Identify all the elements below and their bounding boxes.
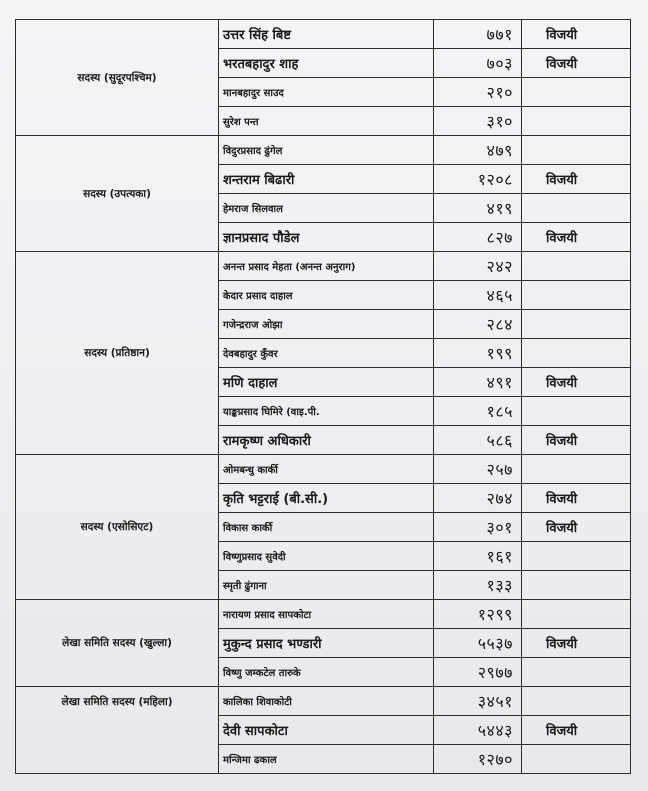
status-cell <box>522 194 631 223</box>
vote-count: २४२ <box>434 252 522 281</box>
vote-count: २७४ <box>434 484 522 513</box>
table-row <box>16 252 631 281</box>
vote-count: २८४ <box>434 310 522 339</box>
status-cell: विजयी <box>522 716 631 745</box>
candidate-name: मानबहादुर साउद <box>219 78 434 107</box>
status-cell: विजयी <box>522 223 631 252</box>
vote-count: ५५३७ <box>434 629 522 658</box>
candidate-name: उत्तर सिंह बिष्ट <box>219 20 434 49</box>
candidate-name: ओमबन्धु कार्की <box>219 455 434 484</box>
candidate-name: देवी सापकोटा <box>219 716 434 745</box>
candidate-name: मणि दाहाल <box>219 368 434 397</box>
vote-count: ७०३ <box>434 49 522 78</box>
candidate-name: केदार प्रसाद दाहाल <box>219 281 434 310</box>
vote-count: ३०१ <box>434 513 522 542</box>
vote-count: १२७० <box>434 745 522 774</box>
table-row <box>16 600 631 629</box>
table-row <box>16 455 631 484</box>
vote-count: ४९१ <box>434 368 522 397</box>
vote-count: ८२७ <box>434 223 522 252</box>
vote-count: ४६५ <box>434 281 522 310</box>
category-cell: सदस्य (उपत्यका) <box>16 136 219 252</box>
vote-count: १८५ <box>434 397 522 426</box>
candidate-name: हेमराज सिलवाल <box>219 194 434 223</box>
category-cell: लेखा समिति सदस्य (खुल्ला) <box>16 600 219 687</box>
status-cell <box>522 745 631 774</box>
status-cell <box>522 542 631 571</box>
status-cell <box>522 136 631 165</box>
table-row <box>16 687 631 716</box>
candidate-name: अनन्त प्रसाद मेहता (अनन्त अनुराग) <box>219 252 434 281</box>
status-cell <box>522 455 631 484</box>
status-cell: विजयी <box>522 165 631 194</box>
vote-count: १२९९ <box>434 600 522 629</box>
table-row <box>16 136 631 165</box>
vote-count: २१० <box>434 78 522 107</box>
candidate-name: मुकुन्द प्रसाद भण्डारी <box>219 629 434 658</box>
status-cell <box>522 252 631 281</box>
candidate-name: कृति भट्टराई (बी.सी.) <box>219 484 434 513</box>
status-cell: विजयी <box>522 484 631 513</box>
candidate-name: स्मृती ढुंगाना <box>219 571 434 600</box>
status-cell <box>522 600 631 629</box>
candidate-name: मन्जिमा ढकाल <box>219 745 434 774</box>
status-cell <box>522 658 631 687</box>
candidate-name: रामकृष्ण अधिकारी <box>219 426 434 455</box>
vote-count: १९९ <box>434 339 522 368</box>
candidate-name: सुरेश पन्त <box>219 107 434 136</box>
candidate-name: विकास कार्की <box>219 513 434 542</box>
status-cell <box>522 571 631 600</box>
candidate-name: याङ्कप्रसाद घिमिरे (वाइ.पी. <box>219 397 434 426</box>
status-cell: विजयी <box>522 49 631 78</box>
vote-count: ३४५१ <box>434 687 522 716</box>
vote-count: ५८६ <box>434 426 522 455</box>
status-cell <box>522 281 631 310</box>
vote-count: २९७७ <box>434 658 522 687</box>
vote-count: ७७१ <box>434 20 522 49</box>
status-cell: विजयी <box>522 426 631 455</box>
vote-count: ५४४३ <box>434 716 522 745</box>
status-cell <box>522 310 631 339</box>
status-cell: विजयी <box>522 513 631 542</box>
vote-count: १२०८ <box>434 165 522 194</box>
category-cell: लेखा समिति सदस्य (महिला) <box>16 687 219 774</box>
table-row <box>16 20 631 49</box>
status-cell: विजयी <box>522 20 631 49</box>
vote-count: ३१० <box>434 107 522 136</box>
candidate-name: कालिका शिवाकोटी <box>219 687 434 716</box>
candidate-name: शन्तराम बिढारी <box>219 165 434 194</box>
category-cell: सदस्य (एसोसिएट) <box>16 455 219 600</box>
candidate-name: ज्ञानप्रसाद पौडेल <box>219 223 434 252</box>
candidate-name: विष्णु जम्कटेल तारुके <box>219 658 434 687</box>
results-table <box>15 19 631 774</box>
vote-count: २५७ <box>434 455 522 484</box>
category-cell: सदस्य (प्रतिष्ठान) <box>16 252 219 455</box>
category-cell: सदस्य (सुदूरपश्चिम) <box>16 20 219 136</box>
status-cell <box>522 397 631 426</box>
candidate-name: देवबहादुर कुँवर <box>219 339 434 368</box>
candidate-name: गजेन्द्रराज ओझा <box>219 310 434 339</box>
status-cell: विजयी <box>522 629 631 658</box>
vote-count: १६१ <box>434 542 522 571</box>
vote-count: ४१९ <box>434 194 522 223</box>
candidate-name: नारायण प्रसाद सापकोटा <box>219 600 434 629</box>
candidate-name: विष्णुप्रसाद सुवेदी <box>219 542 434 571</box>
status-cell <box>522 687 631 716</box>
vote-count: १३३ <box>434 571 522 600</box>
status-cell <box>522 107 631 136</box>
status-cell <box>522 78 631 107</box>
candidate-name: विदुरप्रसाद ढुंगेल <box>219 136 434 165</box>
vote-count: ४७९ <box>434 136 522 165</box>
status-cell <box>522 339 631 368</box>
status-cell: विजयी <box>522 368 631 397</box>
candidate-name: भरतबहादुर शाह <box>219 49 434 78</box>
